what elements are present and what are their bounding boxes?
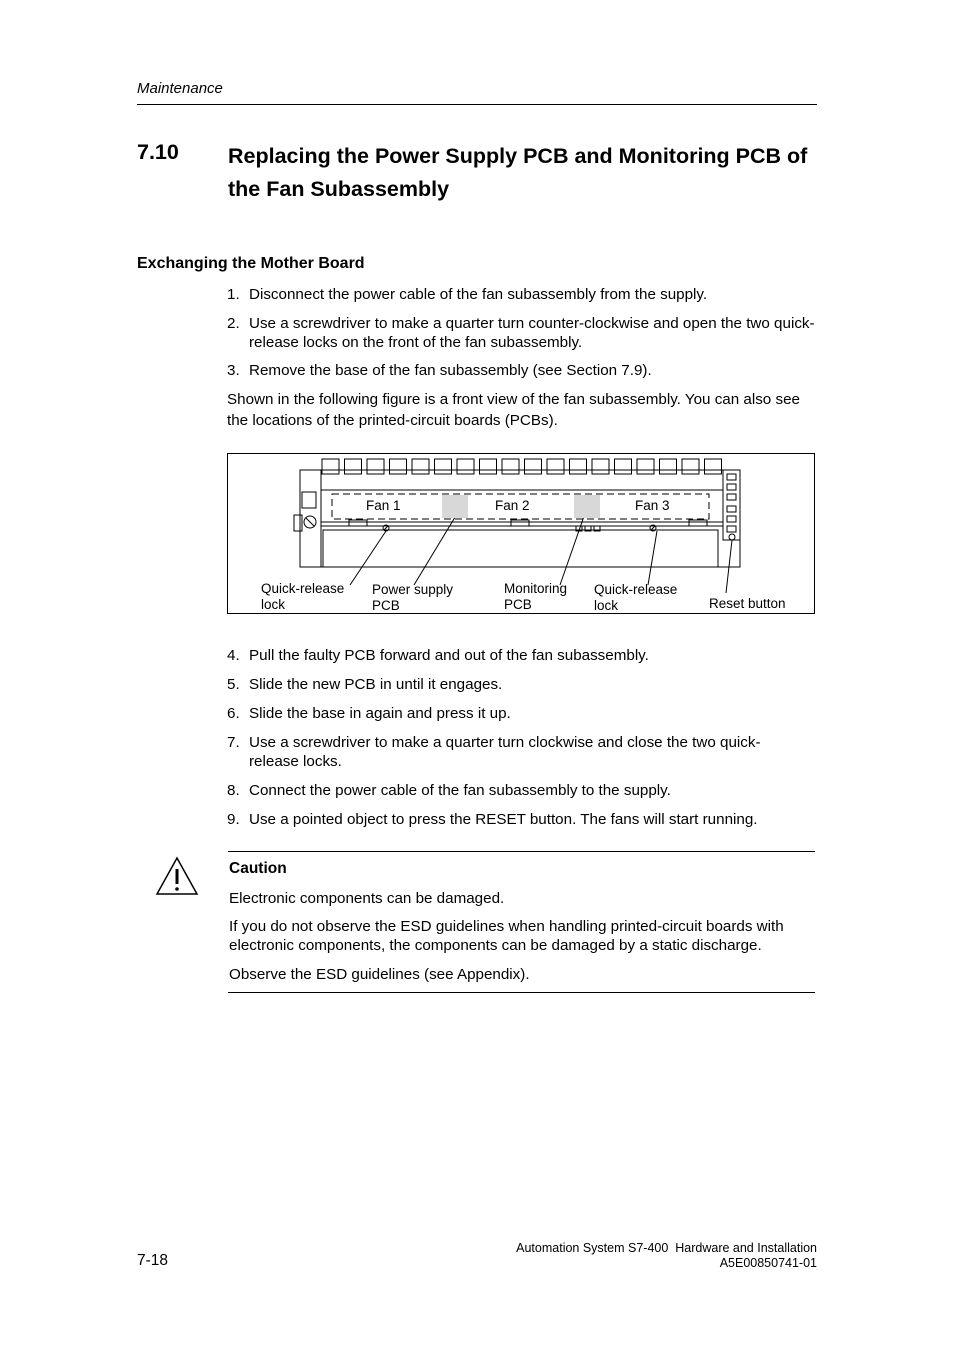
label-line: Power supply [372, 582, 454, 597]
step-number: 4. [227, 647, 240, 664]
step-number: 2. [227, 315, 240, 332]
fan-subassembly-figure [227, 453, 815, 614]
step-text: Remove the base of the fan subassembly (see Section 7.9). [249, 362, 652, 379]
footer-doc-info [516, 1241, 817, 1271]
steps-list-first [227, 285, 817, 380]
label-line: Monitoring [504, 581, 568, 596]
step-number: 7. [227, 734, 240, 751]
caution-line-1: Electronic components can be damaged. [229, 890, 505, 907]
list-item [227, 704, 817, 733]
list-item [227, 361, 817, 380]
vent-slot [525, 459, 542, 474]
caution-line-2: If you do not observe the ESD guidelines when handling printed-circuit boards with electronic components, the components can be damaged by a static discharge. [229, 918, 784, 954]
warning-triangle-icon [155, 856, 199, 896]
label-line: lock [261, 597, 286, 612]
step-number: 6. [227, 705, 240, 722]
vent-slot [570, 459, 587, 474]
reset-button-label: Reset button [709, 596, 786, 611]
vent-slot [660, 459, 677, 474]
step-text: Pull the faulty PCB forward and out of the fan subassembly. [249, 647, 649, 664]
label-line: Quick-release [594, 582, 678, 597]
step-text: Use a screwdriver to make a quarter turn counter-clockwise and open the two quick-release locks on the front of the fan subassembly. [249, 315, 815, 351]
step-text: Use a screwdriver to make a quarter turn clockwise and close the two quick-release locks. [249, 734, 761, 770]
label-line: lock [594, 598, 619, 613]
step-number: 5. [227, 676, 240, 693]
step-text: Disconnect the power cable of the fan subassembly from the supply. [249, 286, 708, 303]
power-supply-pcb-label [372, 582, 453, 614]
vent-slot [592, 459, 609, 474]
caution-line-3: Observe the ESD guidelines (see Appendix). [229, 966, 530, 983]
section-number: 7.10 [137, 140, 179, 164]
vent-slot [547, 459, 564, 474]
vent-slot [637, 459, 654, 474]
step-number: 8. [227, 782, 240, 799]
step-text: Use a pointed object to press the RESET button. The fans will start running. [249, 811, 758, 828]
vent-slot [390, 459, 407, 474]
list-item [227, 285, 817, 314]
running-header: Maintenance [137, 80, 223, 97]
quick-release-lock-right-label [594, 582, 677, 614]
label-line: Quick-release [261, 581, 345, 596]
vent-slot [615, 459, 632, 474]
vent-slot [682, 459, 699, 474]
caution-title: Caution [229, 860, 287, 877]
step-number: 1. [227, 286, 240, 303]
vent-slot [457, 459, 474, 474]
list-item [227, 810, 829, 829]
vent-slot [705, 459, 722, 474]
subsection-title: Exchanging the Mother Board [137, 255, 365, 272]
list-item [227, 675, 817, 704]
vent-slot [345, 459, 362, 474]
list-item [227, 646, 817, 675]
vent-slot [322, 459, 339, 474]
header-divider [137, 104, 817, 105]
steps-list-second [227, 646, 829, 829]
step-text: Connect the power cable of the fan subassembly to the supply. [249, 782, 671, 799]
label-line: PCB [372, 598, 400, 613]
label-line: PCB [504, 597, 532, 612]
fan-3-label: Fan 3 [635, 498, 670, 513]
step-number: 3. [227, 362, 240, 379]
intro-paragraph: Shown in the following figure is a front view of the fan subassembly. You can also see the locations of the printed-circuit boards (PCBs). [227, 391, 800, 429]
footer-doc-number: A5E00850741-01 [719, 1256, 817, 1270]
step-number: 9. [227, 811, 240, 828]
caution-bottom-rule [228, 992, 815, 993]
step-text: Slide the new PCB in until it engages. [249, 676, 503, 693]
monitoring-pcb-label [504, 581, 567, 613]
fan-2-label: Fan 2 [495, 498, 530, 513]
section-title: Replacing the Power Supply PCB and Monitoring PCB of the Fan Subassembly [228, 144, 808, 201]
vent-slot [412, 459, 429, 474]
list-item [227, 733, 769, 781]
caution-top-rule [228, 851, 815, 852]
fan-1-label: Fan 1 [366, 498, 401, 513]
footer-doc-title: Automation System S7-400 Hardware and Installation [516, 1241, 817, 1255]
list-item [227, 781, 817, 810]
vent-slot [435, 459, 452, 474]
step-text: Slide the base in again and press it up. [249, 705, 511, 722]
vent-slot [367, 459, 384, 474]
list-item [227, 314, 817, 361]
page-number: 7-18 [137, 1252, 169, 1269]
vent-slot [502, 459, 519, 474]
quick-release-lock-left-label [261, 581, 344, 613]
vent-slot [480, 459, 497, 474]
